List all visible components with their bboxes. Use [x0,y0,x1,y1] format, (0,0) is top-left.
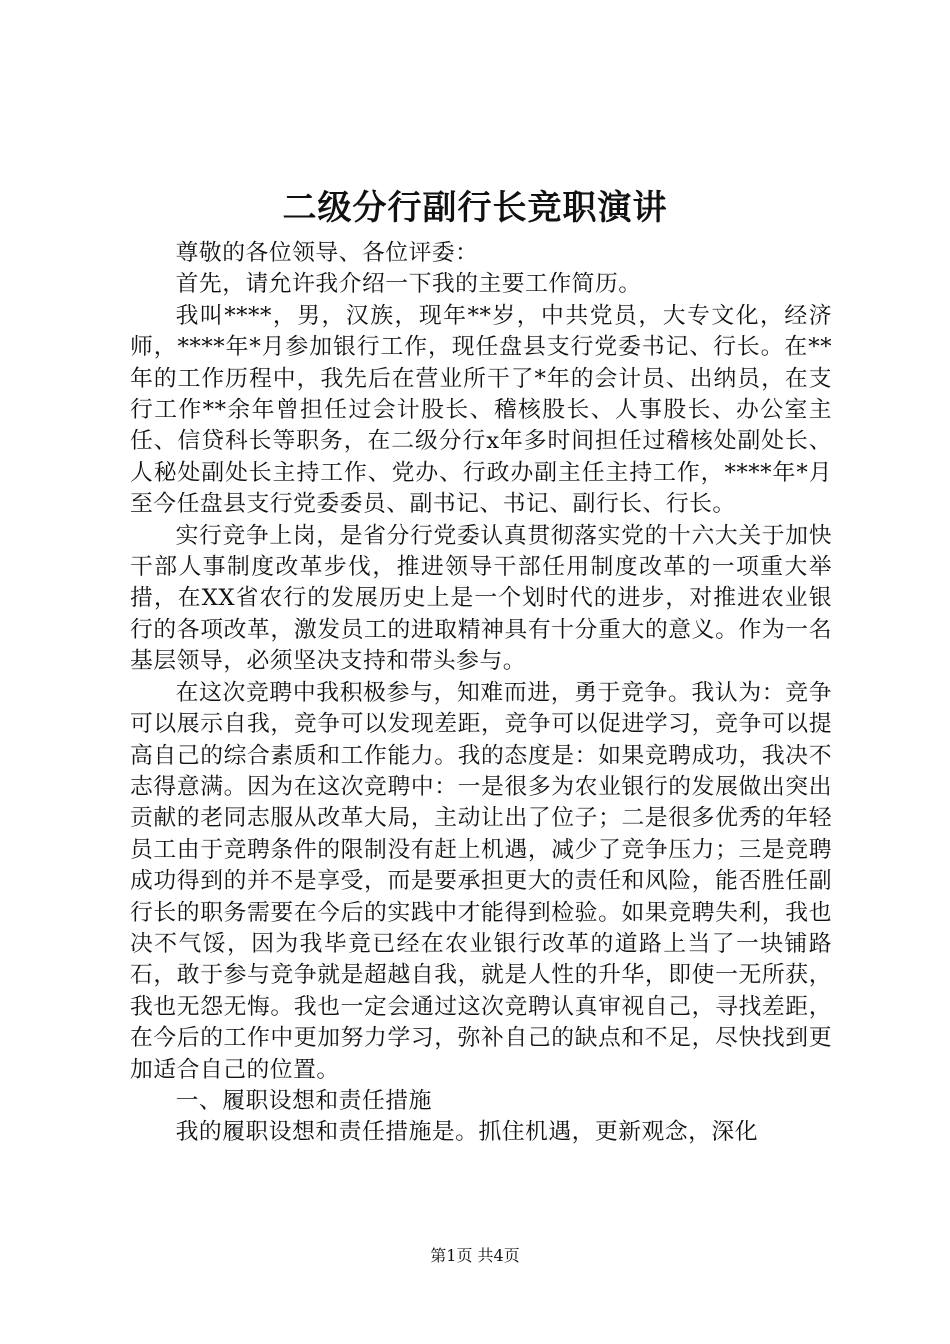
attitude-paragraph: 在这次竞聘中我积极参与，知难而进，勇于竞争。我认为：竞争可以展示自我，竞争可以发现差距，竞争可以促进学习，竞争可以提高自己的综合素质和工作能力。我的态度是：如果竞聘成功，我决不志得意满。因为在这次竞聘中：一是很多为农业银行的发展做出突出贡献的老同志服从改革大局，主动让出了位子；二是很多优秀的年轻员工由于竞聘条件的限制没有赶上机遇，减少了竞争压力；三是竞聘成功得到的并不是享受，而是要承担更大的责任和风险，能否胜任副行长的职务需要在今后的实践中才能得到检验。如果竞聘失利，我也决不气馁，因为我毕竟已经在农业银行改革的道路上当了一块铺路石，敢于参与竞争就是超越自我，就是人性的升华，即使一无所获，我也无怨无悔。我也一定会通过这次竞聘认真审视自己，寻找差距，在今后的工作中更加努力学习，弥补自己的缺点和不足，尽快找到更加适合自己的位置。 [130,679,832,1083]
salutation-paragraph: 尊敬的各位领导、各位评委： [175,240,479,266]
plan-paragraph: 我的履职设想和责任措施是。抓住机遇，更新观念，深化 [175,1119,759,1146]
resume-paragraph: 我叫****，男，汉族，现年**岁，中共党员，大专文化，经济师，****年*月参加银行工作，现任盘县支行党委书记、行长。在**年的工作历程中，我先后在营业所干了*年的会计员、出纳员，在支行工作**余年曾担任过会计股长、稽核股长、人事股长、办公室主任、信贷科长等职务，在二级分行x年多时间担任过稽核处副处长、人秘处副处长主持工作、党办、行政办副主任主持工作，****年*月至今任盘县支行党委委员、副书记、书记、副行长、行长。 [130,302,832,518]
page-footer: 第1页 共4页 [430,1246,520,1265]
section-heading: 一、履职设想和责任措施 [175,1087,432,1114]
competition-significance-paragraph: 实行竞争上岗，是省分行党委认真贯彻落实党的十六大关于加快干部人事制度改革步伐，推进领导干部任用制度改革的一项重大举措，在XX省农行的发展历史上是一个划时代的进步，对推进农业银行的各项改革，激发员工的进取精神具有十分重大的意义。作为一名基层领导，必须坚决支持和带头参与。 [130,522,832,675]
document-body [130,238,832,1149]
page-title: 二级分行副行长竞职演讲 [282,188,668,228]
intro-paragraph: 首先，请允许我介绍一下我的主要工作简历。 [175,271,642,298]
